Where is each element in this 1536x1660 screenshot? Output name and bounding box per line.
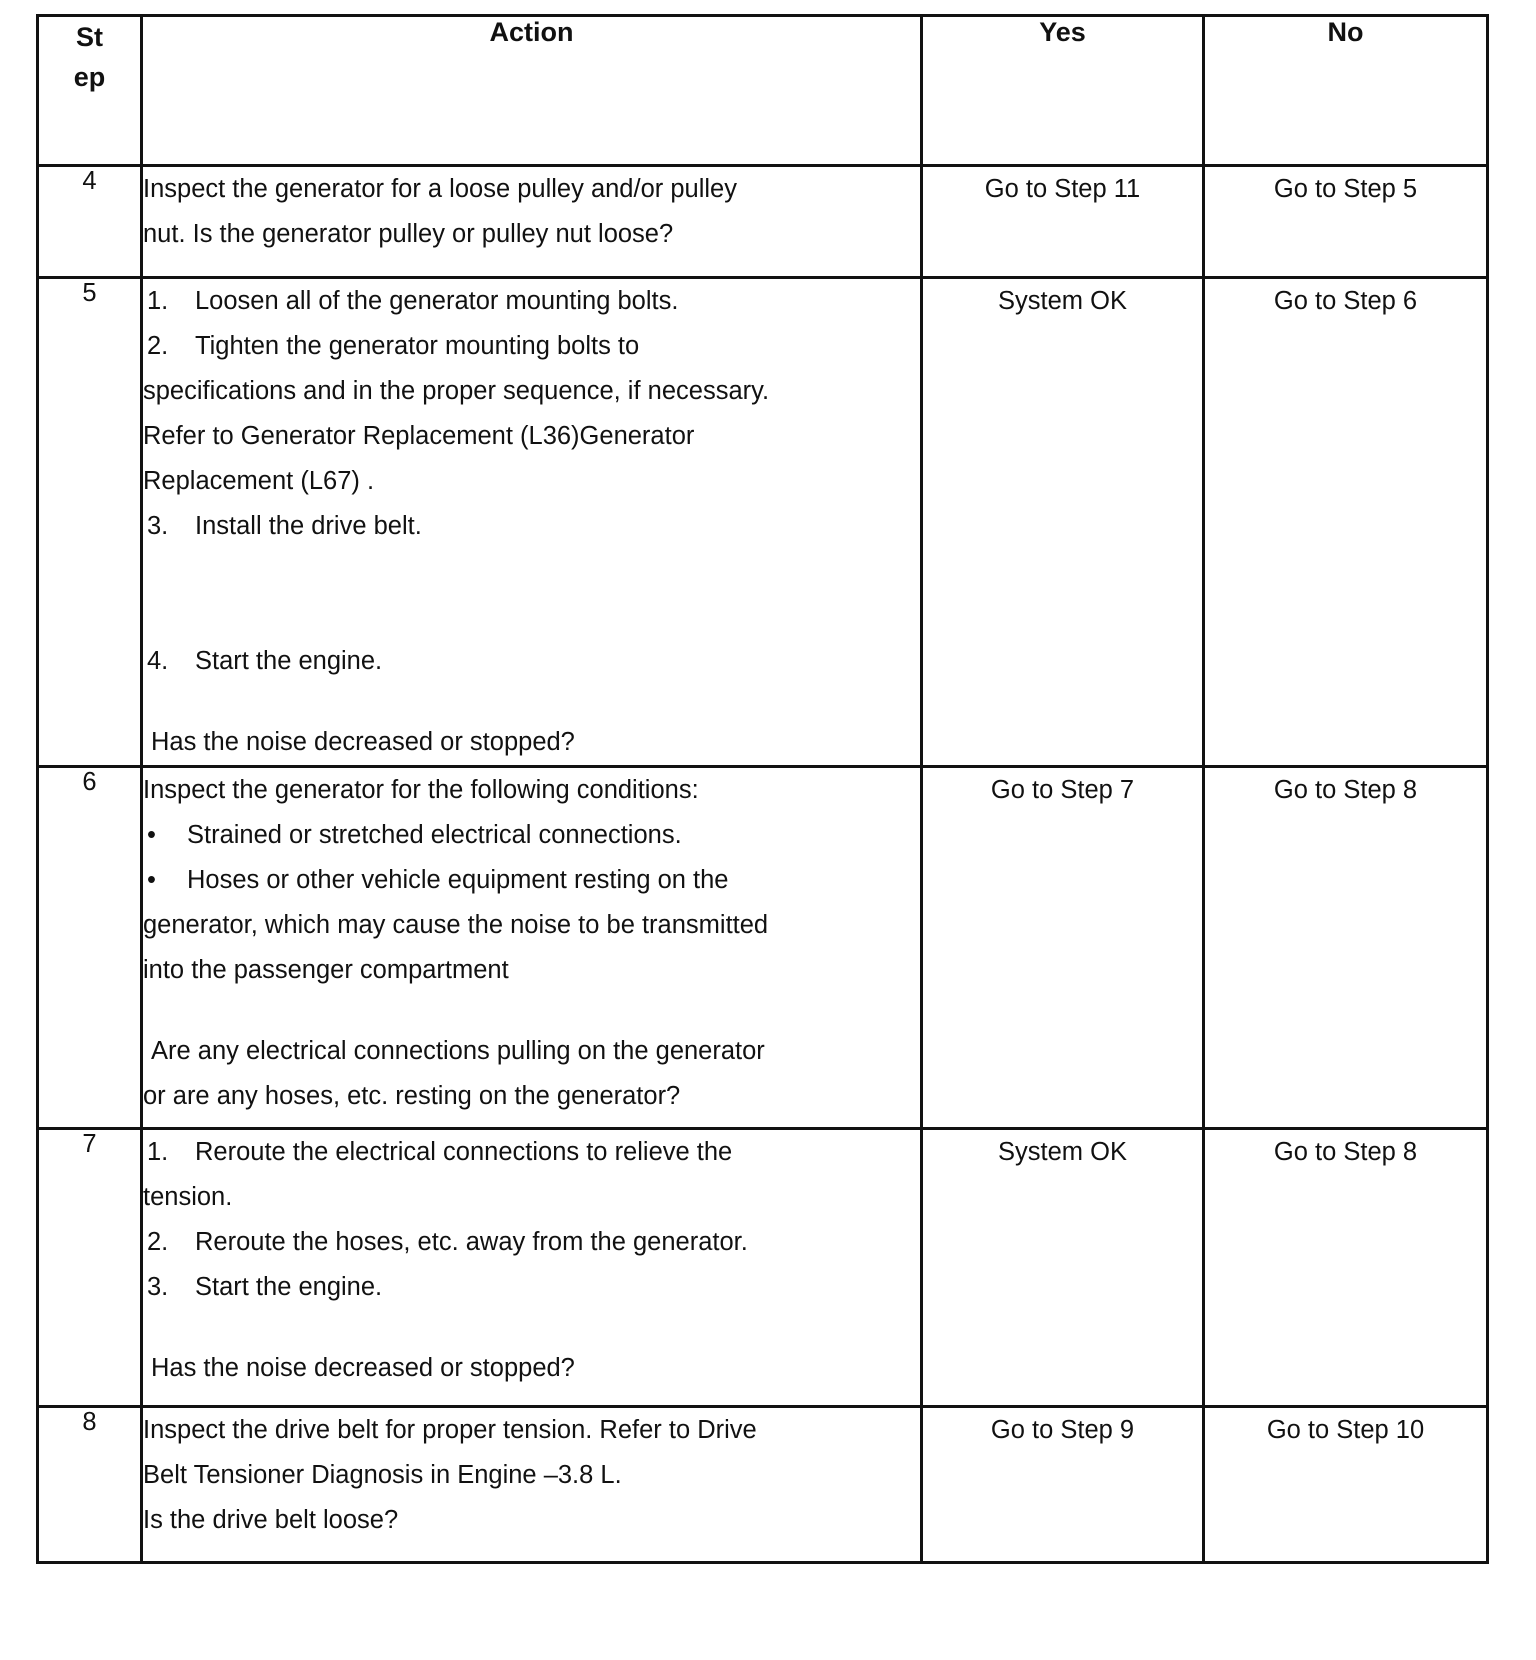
no-result: Go to Step 6 <box>1273 287 1418 315</box>
header-yes: Yes <box>922 16 1204 166</box>
step-number: 4 <box>38 166 142 278</box>
header-action: Action <box>142 16 922 166</box>
numbered-item <box>143 1265 920 1310</box>
yes-cell <box>922 278 1204 767</box>
yes-cell <box>922 1407 1204 1563</box>
table-row <box>38 278 1488 767</box>
yes-result: Go to Step 7 <box>990 776 1135 804</box>
step-number: 8 <box>38 1407 142 1563</box>
item-number: 3. <box>147 1273 169 1301</box>
yes-result: System OK <box>998 1138 1127 1166</box>
header-no: No <box>1204 16 1488 166</box>
diagnostic-table <box>36 14 1489 1564</box>
no-cell <box>1204 1407 1488 1563</box>
question-line: or are any hoses, etc. resting on the generator? <box>143 1082 681 1110</box>
yes-cell <box>922 1129 1204 1407</box>
action-line: Belt Tensioner Diagnosis in Engine –3.8 L. <box>143 1461 622 1489</box>
question-line: Has the noise decreased or stopped? <box>151 728 575 756</box>
no-result: Go to Step 8 <box>1273 1138 1418 1166</box>
no-result: Go to Step 5 <box>1273 175 1418 203</box>
bullet-text: Strained or stretched electrical connections. <box>187 821 682 849</box>
yes-result: System OK <box>998 287 1127 315</box>
bullet-text: Hoses or other vehicle equipment resting on the <box>187 866 729 894</box>
item-text: Tighten the generator mounting bolts to <box>195 332 640 360</box>
item-number: 4. <box>147 647 169 675</box>
header-step <box>38 16 142 166</box>
bullet-icon: • <box>147 866 156 894</box>
step-number: 6 <box>38 767 142 1129</box>
numbered-item <box>143 324 920 369</box>
item-number: 3. <box>147 512 169 540</box>
item-number: 1. <box>147 1138 169 1166</box>
action-cell <box>142 1407 922 1563</box>
item-text: Install the drive belt. <box>195 512 422 540</box>
action-line: tension. <box>143 1183 233 1211</box>
action-line: Inspect the generator for a loose pulley and/or pulley <box>143 175 737 203</box>
table-row <box>38 767 1488 1129</box>
no-cell <box>1204 166 1488 278</box>
item-number: 2. <box>147 1228 169 1256</box>
action-cell <box>142 166 922 278</box>
item-text: Reroute the electrical connections to relieve the <box>195 1138 733 1166</box>
step-number: 5 <box>38 278 142 767</box>
action-line: Inspect the generator for the following conditions: <box>143 776 699 804</box>
question-line: Has the noise decreased or stopped? <box>151 1354 575 1382</box>
numbered-item <box>143 1220 920 1265</box>
bullet-item <box>143 813 920 858</box>
yes-cell <box>922 767 1204 1129</box>
question-line: Are any electrical connections pulling on the generator <box>151 1037 765 1065</box>
no-cell <box>1204 278 1488 767</box>
action-line: Refer to Generator Replacement (L36)Generator <box>143 422 695 450</box>
action-line: Is the drive belt loose? <box>143 1506 399 1534</box>
action-line: nut. Is the generator pulley or pulley nut loose? <box>143 220 674 248</box>
item-number: 2. <box>147 332 169 360</box>
item-text: Reroute the hoses, etc. away from the generator. <box>195 1228 748 1256</box>
bullet-item <box>143 858 920 903</box>
item-text: Start the engine. <box>195 647 383 675</box>
numbered-item <box>143 1130 920 1175</box>
bullet-icon: • <box>147 821 156 849</box>
table-row <box>38 1407 1488 1563</box>
item-number: 1. <box>147 287 169 315</box>
yes-result: Go to Step 9 <box>990 1416 1135 1444</box>
action-line: generator, which may cause the noise to be transmitted <box>143 911 769 939</box>
numbered-item <box>143 504 920 549</box>
action-line: Inspect the drive belt for proper tension. Refer to Drive <box>143 1416 757 1444</box>
header-step-line2: ep <box>73 62 106 92</box>
action-line: specifications and in the proper sequence, if necessary. <box>143 377 770 405</box>
yes-result: Go to Step 11 <box>984 175 1141 203</box>
table-row <box>38 166 1488 278</box>
header-step-line1: St <box>76 22 103 52</box>
action-cell <box>142 767 922 1129</box>
no-cell <box>1204 767 1488 1129</box>
no-result: Go to Step 10 <box>1266 1416 1425 1444</box>
action-line: into the passenger compartment <box>143 956 509 984</box>
item-text: Start the engine. <box>195 1273 383 1301</box>
action-line: Replacement (L67) . <box>143 467 375 495</box>
no-result: Go to Step 8 <box>1273 776 1418 804</box>
item-text: Loosen all of the generator mounting bolts. <box>195 287 679 315</box>
yes-cell <box>922 166 1204 278</box>
numbered-item <box>143 279 920 324</box>
action-cell <box>142 278 922 767</box>
no-cell <box>1204 1129 1488 1407</box>
step-number: 7 <box>38 1129 142 1407</box>
numbered-item <box>143 639 920 684</box>
table-row <box>38 1129 1488 1407</box>
action-cell <box>142 1129 922 1407</box>
header-row <box>38 16 1488 166</box>
